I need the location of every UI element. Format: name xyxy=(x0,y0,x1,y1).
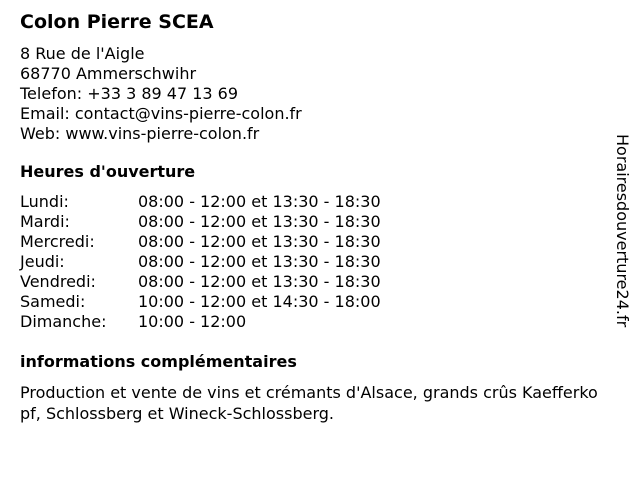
hours-row-monday xyxy=(20,192,381,212)
opening-hours-heading: Heures d'ouverture xyxy=(20,162,196,181)
web-line: Web: www.vins-pierre-colon.fr xyxy=(20,124,260,143)
day-label: Samedi: xyxy=(20,292,86,311)
business-card xyxy=(20,10,605,424)
time-range: 08:00 - 12:00 et 13:30 - 18:30 xyxy=(138,192,381,211)
day-label: Jeudi: xyxy=(20,252,65,271)
business-name: Colon Pierre SCEA xyxy=(20,11,214,33)
time-range: 08:00 - 12:00 et 13:30 - 18:30 xyxy=(138,232,381,251)
hours-row-wednesday xyxy=(20,232,381,252)
site-watermark: Horairesdouverture24.fr xyxy=(613,134,632,328)
day-label: Mercredi: xyxy=(20,232,95,251)
day-label: Lundi: xyxy=(20,192,69,211)
additional-info-heading: informations complémentaires xyxy=(20,352,297,371)
email-line: Email: contact@vins-pierre-colon.fr xyxy=(20,104,302,123)
day-label: Mardi: xyxy=(20,212,70,231)
time-range: 10:00 - 12:00 xyxy=(138,312,247,331)
day-label: Vendredi: xyxy=(20,272,96,291)
time-range: 08:00 - 12:00 et 13:30 - 18:30 xyxy=(138,212,381,231)
hours-row-thursday xyxy=(20,252,381,272)
phone-line: Telefon: +33 3 89 47 13 69 xyxy=(20,84,239,103)
additional-info-text: Production et vente de vins et crémants d'Alsace, grands crûs Kaefferkopf, Schlossberg et Wineck-Schlossberg. xyxy=(20,383,598,423)
hours-row-saturday xyxy=(20,292,381,312)
day-label: Dimanche: xyxy=(20,312,107,331)
hours-row-friday xyxy=(20,272,381,292)
address-line-2: 68770 Ammerschwihr xyxy=(20,64,197,83)
hours-row-sunday xyxy=(20,312,381,332)
time-range: 08:00 - 12:00 et 13:30 - 18:30 xyxy=(138,272,381,291)
time-range: 10:00 - 12:00 et 14:30 - 18:00 xyxy=(138,292,381,311)
opening-hours-table xyxy=(20,192,381,332)
hours-row-tuesday xyxy=(20,212,381,232)
address-line-1: 8 Rue de l'Aigle xyxy=(20,44,145,63)
time-range: 08:00 - 12:00 et 13:30 - 18:30 xyxy=(138,252,381,271)
